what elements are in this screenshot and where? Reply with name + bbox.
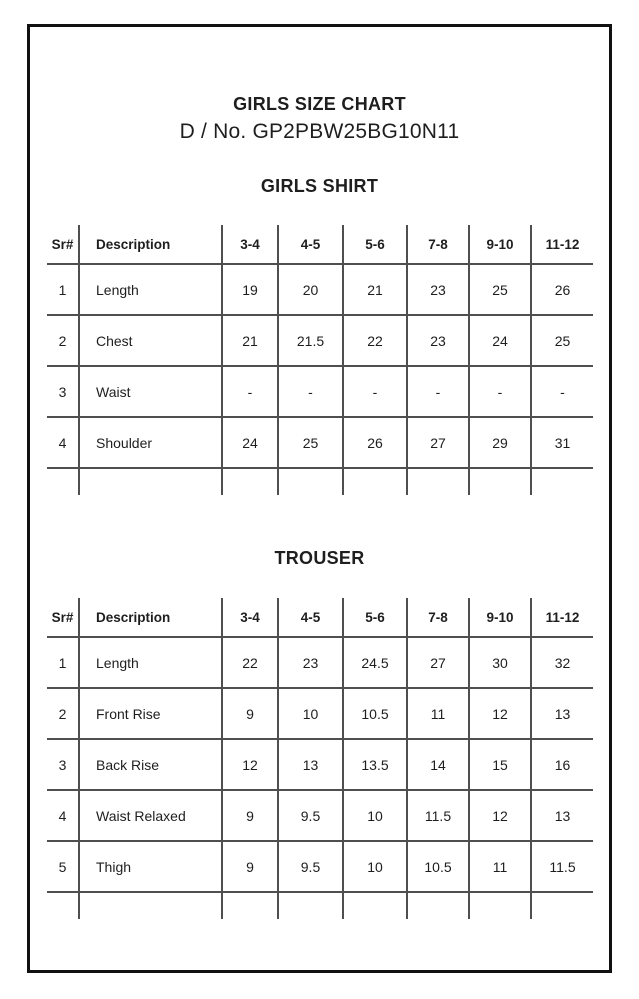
- empty-cell: [407, 468, 469, 495]
- cell-description: Waist: [79, 366, 222, 417]
- empty-cell: [222, 892, 278, 919]
- shirt-section-heading: GIRLS SHIRT: [260, 176, 379, 196]
- header-cell-size: 3-4: [222, 225, 278, 264]
- cell-sr: 1: [47, 264, 79, 315]
- cell-value: 21: [343, 264, 407, 315]
- cell-value: 31: [531, 417, 593, 468]
- shirt-size-table: [47, 225, 593, 495]
- empty-cell: [531, 468, 593, 495]
- cell-value: 27: [407, 417, 469, 468]
- cell-value: 24.5: [343, 637, 407, 688]
- empty-cell: [79, 892, 222, 919]
- cell-value: 13: [531, 790, 593, 841]
- cell-value: 16: [531, 739, 593, 790]
- table-row: [47, 790, 593, 841]
- trouser-size-table: [47, 598, 593, 919]
- cell-value: 24: [469, 315, 531, 366]
- table-row: [47, 841, 593, 892]
- page-title: GIRLS SIZE CHART: [233, 94, 406, 114]
- header-cell-size: 9-10: [469, 598, 531, 637]
- header-cell-size: 3-4: [222, 598, 278, 637]
- cell-value: 25: [469, 264, 531, 315]
- cell-value: 32: [531, 637, 593, 688]
- empty-cell: [278, 892, 343, 919]
- cell-value: 12: [469, 688, 531, 739]
- table-row: [47, 366, 593, 417]
- empty-cell: [343, 468, 407, 495]
- cell-value: -: [469, 366, 531, 417]
- cell-value: 12: [222, 739, 278, 790]
- cell-value: 23: [278, 637, 343, 688]
- header-cell-description: Description: [79, 225, 222, 264]
- cell-sr: 4: [47, 790, 79, 841]
- cell-value: 20: [278, 264, 343, 315]
- header-cell-size: 4-5: [278, 225, 343, 264]
- cell-value: 11: [407, 688, 469, 739]
- cell-value: 15: [469, 739, 531, 790]
- empty-cell: [469, 892, 531, 919]
- cell-value: 21.5: [278, 315, 343, 366]
- empty-cell: [469, 468, 531, 495]
- cell-value: 11.5: [407, 790, 469, 841]
- cell-value: 13.5: [343, 739, 407, 790]
- header-cell-size: 5-6: [343, 598, 407, 637]
- cell-description: Thigh: [79, 841, 222, 892]
- cell-value: 23: [407, 315, 469, 366]
- table-row: [47, 637, 593, 688]
- cell-value: -: [407, 366, 469, 417]
- cell-value: 21: [222, 315, 278, 366]
- header-cell-sr: Sr#: [47, 225, 79, 264]
- cell-value: 27: [407, 637, 469, 688]
- cell-value: -: [222, 366, 278, 417]
- cell-value: 14: [407, 739, 469, 790]
- cell-value: 11.5: [531, 841, 593, 892]
- header-cell-size: 4-5: [278, 598, 343, 637]
- empty-cell: [278, 468, 343, 495]
- cell-value: 26: [531, 264, 593, 315]
- table-row: [47, 264, 593, 315]
- cell-value: -: [531, 366, 593, 417]
- cell-description: Chest: [79, 315, 222, 366]
- cell-value: -: [278, 366, 343, 417]
- cell-value: 24: [222, 417, 278, 468]
- cell-value: 9: [222, 841, 278, 892]
- table-empty-stub-row: [47, 468, 593, 495]
- cell-value: 9.5: [278, 841, 343, 892]
- header-cell-description: Description: [79, 598, 222, 637]
- table-row: [47, 688, 593, 739]
- header-cell-size: 11-12: [531, 225, 593, 264]
- cell-value: 10: [343, 790, 407, 841]
- cell-sr: 2: [47, 315, 79, 366]
- empty-cell: [407, 892, 469, 919]
- header-cell-sr: Sr#: [47, 598, 79, 637]
- trouser-section-heading: TROUSER: [274, 548, 365, 568]
- header-cell-size: 7-8: [407, 225, 469, 264]
- cell-value: 9: [222, 790, 278, 841]
- table-row: [47, 417, 593, 468]
- article-number: D / No. GP2PBW25BG10N11: [179, 120, 460, 143]
- table-empty-stub-row: [47, 892, 593, 919]
- cell-value: 26: [343, 417, 407, 468]
- cell-sr: 4: [47, 417, 79, 468]
- table-header-row: [47, 225, 593, 264]
- header-cell-size: 5-6: [343, 225, 407, 264]
- cell-value: 11: [469, 841, 531, 892]
- table-header-row: [47, 598, 593, 637]
- cell-sr: 3: [47, 366, 79, 417]
- cell-description: Waist Relaxed: [79, 790, 222, 841]
- cell-sr: 1: [47, 637, 79, 688]
- cell-value: 30: [469, 637, 531, 688]
- cell-sr: 5: [47, 841, 79, 892]
- cell-value: 13: [278, 739, 343, 790]
- cell-value: -: [343, 366, 407, 417]
- cell-description: Length: [79, 637, 222, 688]
- header-cell-size: 11-12: [531, 598, 593, 637]
- empty-cell: [343, 892, 407, 919]
- cell-value: 10: [343, 841, 407, 892]
- cell-value: 9: [222, 688, 278, 739]
- cell-description: Back Rise: [79, 739, 222, 790]
- cell-value: 19: [222, 264, 278, 315]
- table-row: [47, 739, 593, 790]
- cell-value: 22: [343, 315, 407, 366]
- cell-value: 9.5: [278, 790, 343, 841]
- page-frame: [27, 24, 612, 973]
- empty-cell: [47, 468, 79, 495]
- cell-description: Front Rise: [79, 688, 222, 739]
- cell-value: 22: [222, 637, 278, 688]
- empty-cell: [47, 892, 79, 919]
- cell-sr: 3: [47, 739, 79, 790]
- cell-value: 25: [278, 417, 343, 468]
- header-cell-size: 7-8: [407, 598, 469, 637]
- cell-value: 25: [531, 315, 593, 366]
- cell-value: 13: [531, 688, 593, 739]
- table-row: [47, 315, 593, 366]
- cell-value: 12: [469, 790, 531, 841]
- cell-description: Length: [79, 264, 222, 315]
- empty-cell: [222, 468, 278, 495]
- empty-cell: [79, 468, 222, 495]
- cell-value: 10: [278, 688, 343, 739]
- cell-sr: 2: [47, 688, 79, 739]
- empty-cell: [531, 892, 593, 919]
- header-cell-size: 9-10: [469, 225, 531, 264]
- cell-value: 29: [469, 417, 531, 468]
- cell-value: 10.5: [343, 688, 407, 739]
- cell-description: Shoulder: [79, 417, 222, 468]
- cell-value: 10.5: [407, 841, 469, 892]
- cell-value: 23: [407, 264, 469, 315]
